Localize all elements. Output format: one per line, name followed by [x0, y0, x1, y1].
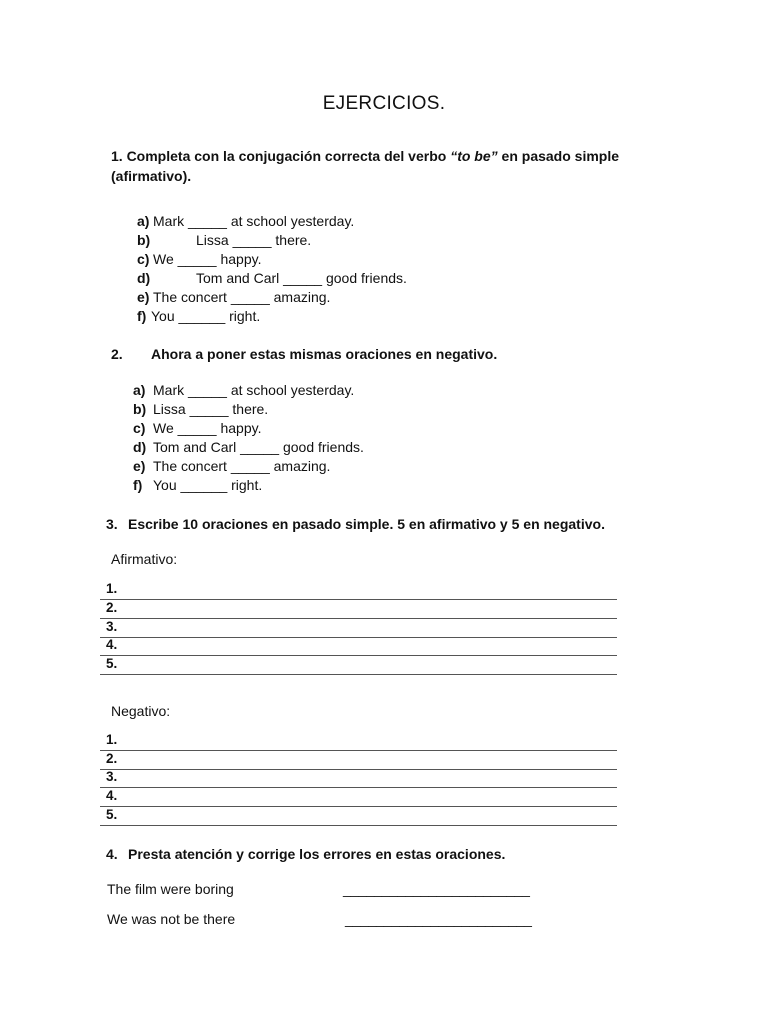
item-text: The concert _____ amazing. [153, 458, 331, 474]
list-item [133, 400, 268, 419]
answer-line-affirmative-1[interactable] [100, 580, 617, 600]
incorrect-sentence: We was not be there [107, 911, 236, 927]
list-item [137, 250, 261, 269]
item-text: Tom and Carl _____ good friends. [153, 439, 364, 455]
item-label: b) [137, 232, 151, 248]
list-item [133, 438, 364, 457]
question-4-text: Presta atención y corrige los errores en estas oraciones. [128, 846, 506, 862]
question-3-number: 3. [106, 516, 118, 532]
question-1-prefix: 1. Completa con la conjugación correcta del verbo [111, 148, 451, 164]
item-label: d) [137, 270, 151, 286]
item-text: You ______ right. [153, 477, 263, 493]
item-label: c) [137, 251, 150, 267]
answer-line-negative-2[interactable] [100, 750, 617, 770]
item-label: e) [133, 458, 146, 474]
line-number: 3. [106, 619, 118, 634]
answer-line-negative-3[interactable] [100, 768, 617, 788]
question-4-number: 4. [106, 846, 118, 862]
item-label: c) [133, 420, 146, 436]
question-2-number: 2. [111, 346, 123, 362]
answer-line-negative-4[interactable] [100, 787, 617, 807]
line-number: 4. [106, 637, 118, 652]
correction-blank[interactable]: ________________________ [343, 881, 530, 897]
question-1-prompt [111, 146, 619, 166]
list-item [133, 457, 330, 476]
item-text: We _____ happy. [153, 251, 262, 267]
question-3-prompt [106, 514, 605, 534]
item-text: Lissa _____ there. [196, 232, 312, 248]
list-item [133, 476, 262, 495]
list-item [137, 231, 311, 250]
answer-line-negative-1[interactable] [100, 731, 617, 751]
affirmative-label: Afirmativo: [111, 551, 178, 567]
question-1-prompt-line2: (afirmativo). [111, 168, 192, 184]
item-label: a) [133, 382, 146, 398]
item-text: We _____ happy. [153, 420, 262, 436]
question-1-verb: “to be” [450, 148, 498, 164]
answer-line-affirmative-2[interactable] [100, 599, 617, 619]
item-text: The concert _____ amazing. [153, 289, 331, 305]
item-label: f) [133, 477, 143, 493]
negative-label: Negativo: [111, 703, 171, 719]
item-text: Mark _____ at school yesterday. [153, 382, 355, 398]
line-number: 1. [106, 732, 118, 747]
question-2-text: Ahora a poner estas mismas oraciones en negativo. [151, 346, 498, 362]
question-4-prompt [106, 844, 505, 864]
list-item [137, 288, 330, 307]
answer-line-affirmative-5[interactable] [100, 655, 617, 675]
line-number: 5. [106, 807, 118, 822]
correction-blank[interactable]: ________________________ [345, 911, 532, 927]
item-text: Lissa _____ there. [153, 401, 269, 417]
item-label: b) [133, 401, 147, 417]
list-item [133, 419, 261, 438]
list-item [137, 269, 407, 288]
answer-line-negative-5[interactable] [100, 806, 617, 826]
list-item [137, 307, 260, 326]
item-label: d) [133, 439, 147, 455]
item-label: a) [137, 213, 150, 229]
line-number: 2. [106, 600, 118, 615]
item-label: f) [137, 308, 147, 324]
answer-line-affirmative-4[interactable] [100, 636, 617, 656]
answer-line-affirmative-3[interactable] [100, 618, 617, 638]
line-number: 1. [106, 581, 118, 596]
line-number: 5. [106, 656, 118, 671]
page-title: EJERCICIOS. [322, 93, 446, 114]
line-number: 4. [106, 788, 118, 803]
line-number: 2. [106, 751, 118, 766]
line-number: 3. [106, 769, 118, 784]
question-2-prompt [111, 344, 497, 364]
item-text: Tom and Carl _____ good friends. [196, 270, 407, 286]
list-item [137, 212, 354, 231]
incorrect-sentence: The film were boring [107, 881, 234, 897]
list-item [133, 381, 354, 400]
item-text: Mark _____ at school yesterday. [153, 213, 355, 229]
item-label: e) [137, 289, 150, 305]
question-1-suffix: en pasado simple [497, 148, 620, 164]
question-3-text: Escribe 10 oraciones en pasado simple. 5 en afirmativo y 5 en negativo. [128, 516, 605, 532]
item-text: You ______ right. [151, 308, 261, 324]
